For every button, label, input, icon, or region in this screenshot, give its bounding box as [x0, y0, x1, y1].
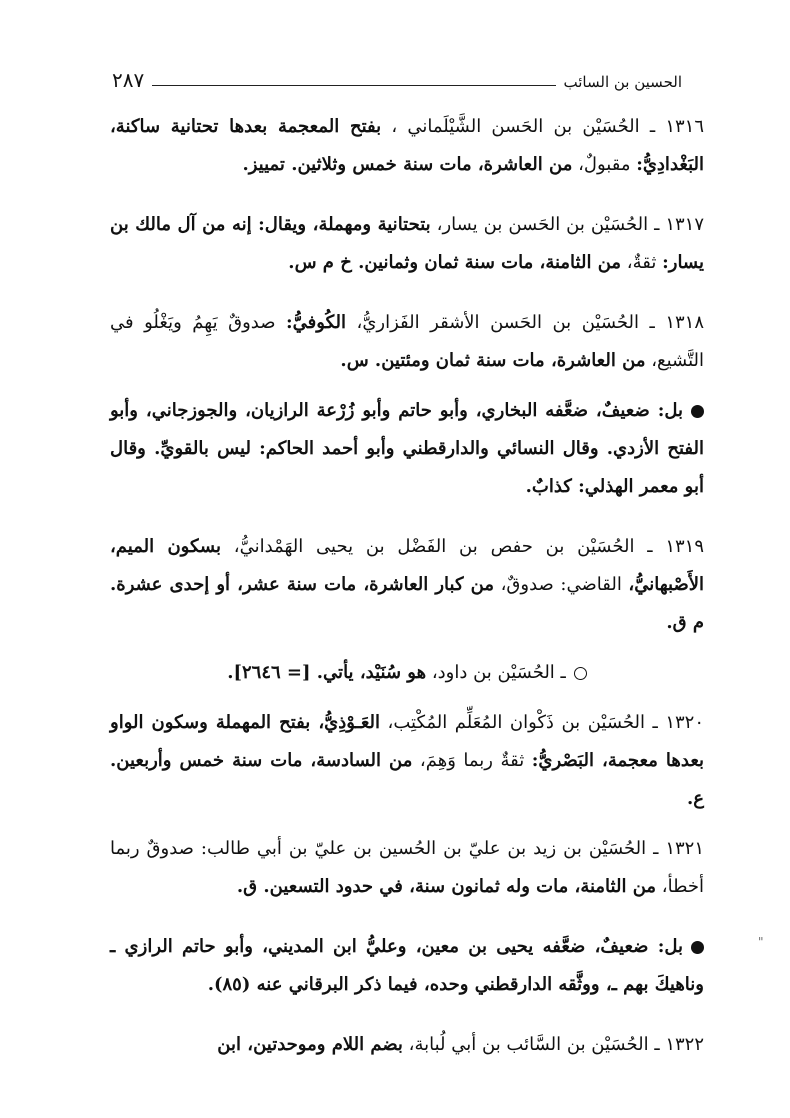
entry-1319 — [110, 528, 704, 642]
header-rule — [152, 85, 555, 86]
entry-name: ١٣٢٢ ـ الحُسَيْن بن السَّائب بن أبي لُبابة، — [402, 1034, 704, 1055]
entry-name: ١٣١٦ ـ الحُسَيْن بن الحَسن الشَّيْلَماني ، — [381, 116, 705, 137]
entry-tail: من كبار العاشرة، مات سنة عشر، أو إحدى عشرة. م ق. — [110, 574, 704, 633]
entry-1318 — [110, 304, 704, 380]
entry-1320 — [110, 704, 704, 818]
entry-detail: الكُوفيُّ: — [286, 312, 347, 333]
page-header — [112, 60, 682, 90]
entry-tail: من السادسة، مات سنة خمس وأربعين. ع. — [110, 750, 704, 809]
cross-reference — [110, 654, 704, 692]
entry-detail: العَـوْذِيُّ، بفتح المهملة وسكون الواو بعدها معجمة، البَصْريُّ: — [110, 712, 705, 771]
entry-1321 — [110, 830, 704, 906]
comment-text: بل: ضعيفٌ، ضعَّفه يحيى بن معين، وعليُّ ابن المديني، وأبو حاتم الرازي ـ وناهيكَ بهم ـ، ووثَّقه الدارقطني وحده، فيما ذكر البرقاني عنه (٨٥). — [110, 936, 704, 995]
entry-detail: بضم اللام وموحدتين، ابن — [217, 1034, 403, 1055]
entry-grade: صدوقٌ يَهِمُ ويَغْلُو في التَّشيع، — [110, 312, 704, 371]
entry-name: ـ الحُسَيْن بن داود، — [426, 662, 566, 683]
page-body — [110, 108, 704, 1076]
entry-1317 — [110, 206, 704, 282]
entry-grade: ثقةٌ ربما وَهِمَ، — [412, 750, 532, 771]
entry-detail: بسكون الميم، الأَصْبهانيُّ، — [110, 536, 705, 595]
bullet-icon — [691, 405, 704, 418]
comment-text: بل: ضعيفٌ، ضعَّفه البخاري، وأبو حاتم وأبو زُرْعة الرازيان، والجوزجاني، وأبو الفتح الأزدي. وقال النسائي والدارقطني وأبو أحمد الحاكم: ليس بالقويِّ. وقال أبو معمر الهذلي: كذابٌ. — [110, 400, 704, 497]
entry-name: ١٣٢١ ـ الحُسَيْن بن زيد بن عليّ بن الحُسين بن عليّ بن أبي طالب: صدوقٌ ربما أخطأ، — [110, 838, 704, 897]
bullet-icon — [691, 941, 704, 954]
entry-detail: من الثامنة، مات وله ثمانون سنة، في حدود التسعين. ق. — [236, 876, 657, 897]
page-number: ٢٨٧ — [112, 68, 145, 92]
entry-name: ١٣١٩ ـ الحُسَيْن بن حفص بن الفَضْل بن يحيى الهَمْدانيُّ، — [220, 536, 704, 557]
comment-1318 — [110, 392, 704, 506]
entry-1322 — [110, 1026, 704, 1064]
entry-name: ١٣٢٠ ـ الحُسَيْن بن ذَكْوان المُعَلِّم المُكْتِب، — [380, 712, 704, 733]
entry-grade: القاضي: صدوقٌ، — [494, 574, 629, 595]
entry-name: ١٣١٨ ـ الحُسَيْن بن الحَسن الأشقر الفَزاريُّ، — [346, 312, 704, 333]
entry-detail: بتحتانية ومهملة، ويقال: إنه من آل مالك بن يسار: — [110, 214, 704, 273]
entry-tail: من العاشرة، مات سنة خمس وثلاثين. تمييز. — [242, 154, 573, 175]
entry-name: ١٣١٧ ـ الحُسَيْن بن الحَسن بن يسار، — [430, 214, 704, 235]
entry-detail: هو سُنَيْد، يأتي. [= ٢٦٤٦]. — [227, 662, 427, 683]
entry-tail: من الثامنة، مات سنة ثمان وثمانين. خ م س. — [288, 252, 622, 273]
running-title: الحسين بن السائب — [563, 73, 682, 91]
entry-tail: من العاشرة، مات سنة ثمان ومئتين. س. — [340, 350, 646, 371]
hollow-circle-icon — [574, 667, 587, 680]
entry-detail: بفتح المعجمة بعدها تحتانية ساكنة، البَغْدادِيُّ: — [110, 116, 704, 175]
comment-1321 — [110, 928, 704, 1004]
margin-mark: " — [758, 935, 764, 949]
entry-grade: ثقةٌ، — [621, 252, 663, 273]
entry-1316 — [110, 108, 704, 184]
entry-grade: مقبولٌ، — [572, 154, 637, 175]
